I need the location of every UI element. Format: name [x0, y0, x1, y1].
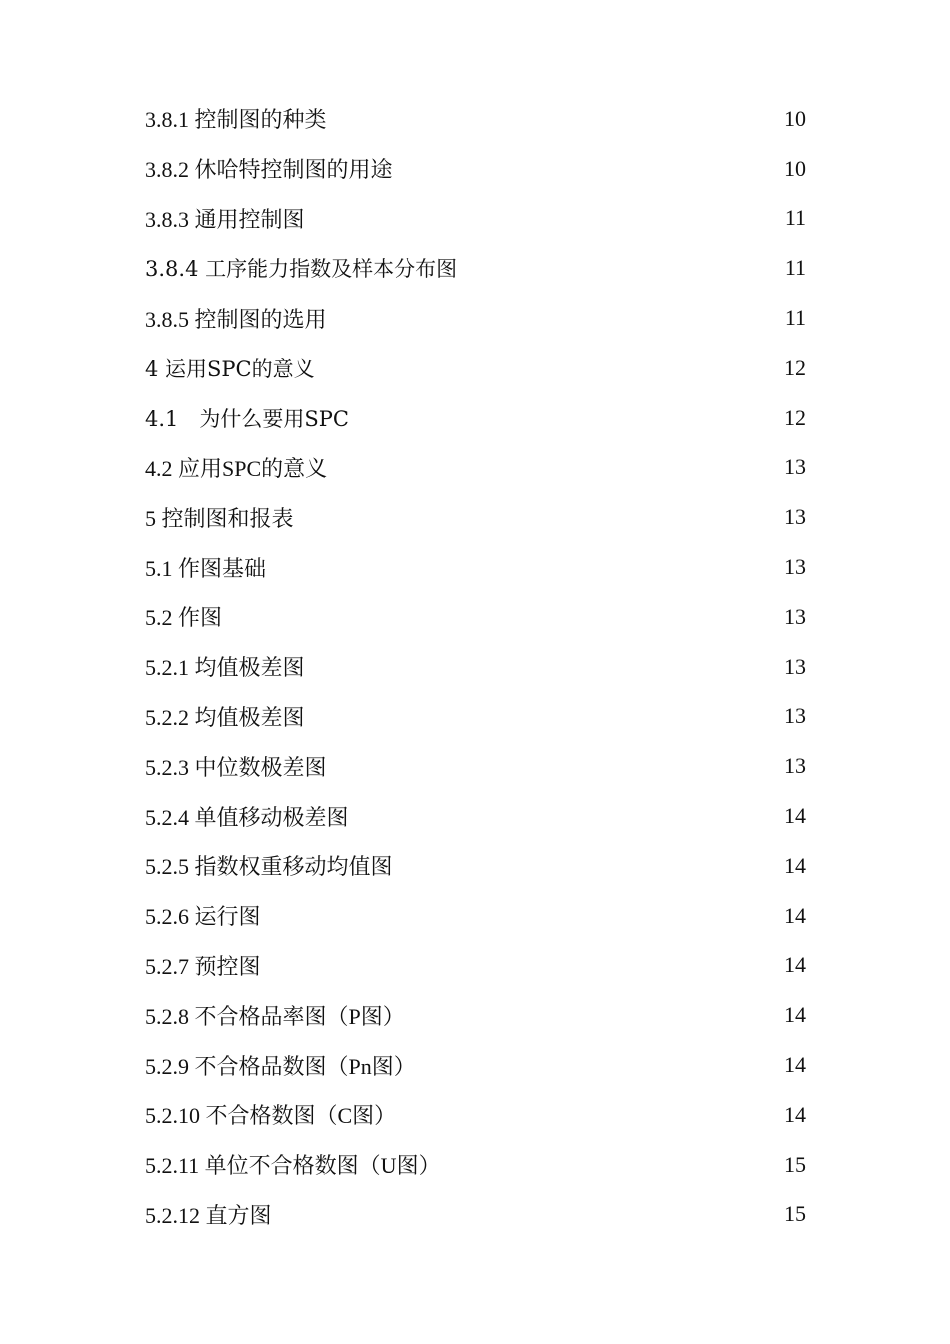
toc-entry: [145, 692, 806, 742]
dot-leader: [395, 861, 782, 891]
toc-entry: [145, 1040, 806, 1090]
toc-entry-title: 3.8.4 工序能力指数及样本分布图: [145, 257, 458, 282]
toc-entry: [145, 741, 806, 791]
toc-entry: [145, 1190, 806, 1240]
toc-entry-title: 4.2 应用SPC的意义: [145, 455, 328, 481]
toc-entry-title: 5.2 作图: [145, 605, 223, 631]
toc-entry-title: 5.2.1 均值极差图: [145, 655, 305, 681]
toc-entry-title: 4.1 为什么要用SPC: [145, 406, 349, 431]
toc-entry-title: 3.8.2 休哈特控制图的用途: [145, 157, 393, 183]
toc-entry-page: 12: [784, 404, 806, 430]
toc-entry-title: 4 运用SPC的意义: [145, 356, 315, 381]
toc-entry-page: 13: [784, 703, 806, 729]
toc-entry-title: 5.2.9 不合格品数图（Pn图）: [145, 1053, 416, 1079]
toc-entry-title: 3.8.5 控制图的选用: [145, 306, 327, 332]
toc-entry: [145, 941, 806, 991]
toc-entry-page: 10: [784, 105, 806, 131]
toc-entry-page: 14: [784, 1052, 806, 1078]
dot-leader: [263, 911, 782, 941]
dot-leader: [329, 761, 782, 791]
dot-leader: [443, 1160, 782, 1190]
dot-leader: [395, 164, 782, 194]
toc-entry-title: 5.2.2 均值极差图: [145, 704, 305, 730]
toc-entry-title: 5.2.10 不合格数图（C图）: [145, 1103, 397, 1129]
toc-entry-title: 3.8.1 控制图的种类: [145, 107, 327, 133]
toc-entry-title: 5 控制图和报表: [145, 505, 294, 531]
toc-entry-page: 14: [784, 1002, 806, 1028]
toc-entry-title: 5.2.7 预控图: [145, 953, 261, 979]
toc-entry: [145, 492, 806, 542]
dot-leader: [351, 811, 782, 841]
dot-leader: [351, 413, 782, 443]
toc-entry: [145, 791, 806, 841]
toc-entry-title: 3.8.3 通用控制图: [145, 206, 305, 232]
toc-entry: [145, 841, 806, 891]
toc-entry-page: 11: [784, 255, 806, 281]
toc-entry-title: 5.2.5 指数权重移动均值图: [145, 854, 393, 880]
toc-entry: [145, 194, 806, 244]
toc-entry-page: 13: [784, 554, 806, 580]
dot-leader: [398, 1110, 782, 1140]
toc-entry-title: 5.2.6 运行图: [145, 904, 261, 930]
toc-entry-page: 12: [784, 354, 806, 380]
toc-entry-title: 5.2.8 不合格品率图（P图）: [145, 1003, 405, 1029]
toc-entry-page: 14: [784, 803, 806, 829]
toc-entry: [145, 642, 806, 692]
toc-entry-page: 14: [784, 852, 806, 878]
toc-entry: [145, 293, 806, 343]
toc-entry-page: 13: [784, 653, 806, 679]
dot-leader: [307, 662, 782, 692]
toc-entry-title: 5.2.4 单值移动极差图: [145, 804, 349, 830]
toc-entry-page: 10: [784, 155, 806, 181]
toc-entry-page: 14: [784, 952, 806, 978]
toc-entry: [145, 990, 806, 1040]
toc-entry-page: 13: [784, 603, 806, 629]
dot-leader: [307, 213, 783, 243]
dot-leader: [263, 960, 782, 990]
toc-entry-page: 13: [784, 454, 806, 480]
toc-entry-title: 5.1 作图基础: [145, 555, 267, 581]
dot-leader: [459, 263, 783, 293]
toc-entry: [145, 891, 806, 941]
toc-entry-title: 5.2.12 直方图: [145, 1202, 272, 1228]
table-of-contents: [145, 94, 806, 1239]
toc-entry-page: 15: [784, 1201, 806, 1227]
toc-entry: [145, 144, 806, 194]
toc-entry: [145, 443, 806, 493]
toc-entry-title: 5.2.11 单位不合格数图（U图）: [145, 1153, 441, 1179]
dot-leader: [418, 1060, 782, 1090]
toc-entry: [145, 94, 806, 144]
dot-leader: [268, 562, 782, 592]
toc-entry-page: 11: [784, 205, 806, 231]
toc-entry-title: 5.2.3 中位数极差图: [145, 754, 327, 780]
toc-entry: [145, 1090, 806, 1140]
toc-entry-page: 11: [784, 305, 806, 331]
toc-entry: [145, 393, 806, 443]
dot-leader: [274, 1209, 782, 1239]
toc-entry: [145, 1140, 806, 1190]
dot-leader: [224, 612, 782, 642]
toc-entry-page: 13: [784, 753, 806, 779]
toc-entry: [145, 542, 806, 592]
dot-leader: [407, 1010, 782, 1040]
toc-entry-page: 13: [784, 504, 806, 530]
dot-leader: [329, 462, 782, 492]
toc-entry-page: 15: [784, 1151, 806, 1177]
toc-entry: [145, 243, 806, 293]
toc-entry-page: 14: [784, 902, 806, 928]
dot-leader: [329, 114, 782, 144]
toc-entry: [145, 343, 806, 393]
dot-leader: [329, 313, 783, 343]
dot-leader: [307, 711, 782, 741]
dot-leader: [317, 363, 782, 393]
toc-entry: [145, 592, 806, 642]
toc-entry-page: 14: [784, 1101, 806, 1127]
dot-leader: [296, 512, 782, 542]
